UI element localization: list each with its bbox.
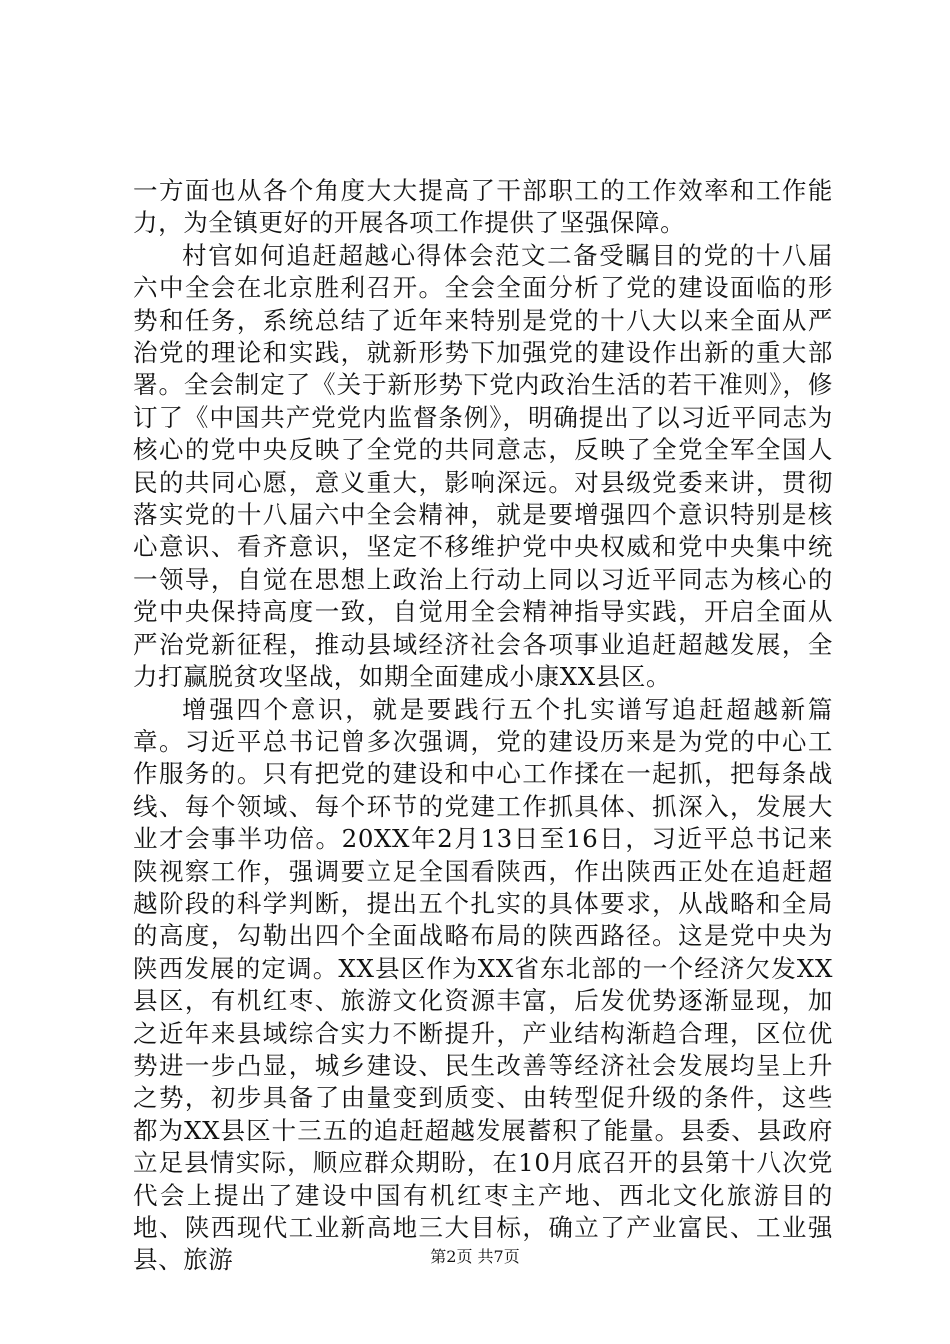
page-number-footer: 第2页 共7页 [430, 1247, 520, 1266]
paragraph-continuation: 一方面也从各个角度大大提高了干部职工的工作效率和工作能力，为全镇更好的开展各项工作提供了坚强保障。 [133, 176, 833, 238]
document-body [133, 175, 833, 1277]
paragraph-essay-intro: 村官如何追赶超越心得体会范文二备受瞩目的党的十八届六中全会在北京胜利召开。全会全面分析了党的建设面临的形势和任务，系统总结了近年来特别是党的十八大以来全面从严治党的理论和实践，就新形势下加强党的建设作出新的重大部署。全会制定了《关于新形势下党内政治生活的若干准则》，修订了《中国共产党党内监督条例》，明确提出了以习近平同志为核心的党中央反映了全党的共同意志，反映了全党全军全国人民的共同心愿，意义重大，影响深远。对县级党委来讲，贯彻落实党的十八届六中全会精神，就是要增强四个意识特别是核心意识、看齐意识，坚定不移维护党中央权威和党中央集中统一领导，自觉在思想上政治上行动上同以习近平同志为核心的党中央保持高度一致，自觉用全会精神指导实践，开启全面从严治党新征程，推动县域经济社会各项事业追赶超越发展，全力打赢脱贫攻坚战，如期全面建成小康XX县区。 [133, 240, 833, 692]
paragraph-four-consciousness: 增强四个意识，就是要践行五个扎实谱写追赶超越新篇章。习近平总书记曾多次强调，党的建设历来是为党的中心工作服务的。只有把党的建设和中心工作揉在一起抓，把每条战线、每个领域、每个环节的党建工作抓具体、抓深入，发展大业才会事半功倍。20XX年2月13日至16日，习近平总书记来陕视察工作，强调要立足全国看陕西，作出陕西正处在追赶超越阶段的科学判断，提出五个扎实的具体要求，从战略和全局的高度，勾勒出四个全面战略布局的陕西路径。这是党中央为陕西发展的定调。XX县区作为XX省东北部的一个经济欠发XX县区，有机红枣、旅游文化资源丰富，后发优势逐渐显现，加之近年来县域综合实力不断提升，产业结构渐趋合理，区位优势进一步凸显，城乡建设、民生改善等经济社会发展均呈上升之势，初步具备了由量变到质变、由转型促升级的条件，这些都为XX县区十三五的追赶超越发展蓄积了能量。县委、县政府立足县情实际，顺应群众期盼，在10月底召开的县第十八次党代会上提出了建设中国有机红枣主产地、西北文化旅游目的地、陕西现代工业新高地三大目标，确立了产业富民、工业强县、旅游 [133, 694, 833, 1275]
